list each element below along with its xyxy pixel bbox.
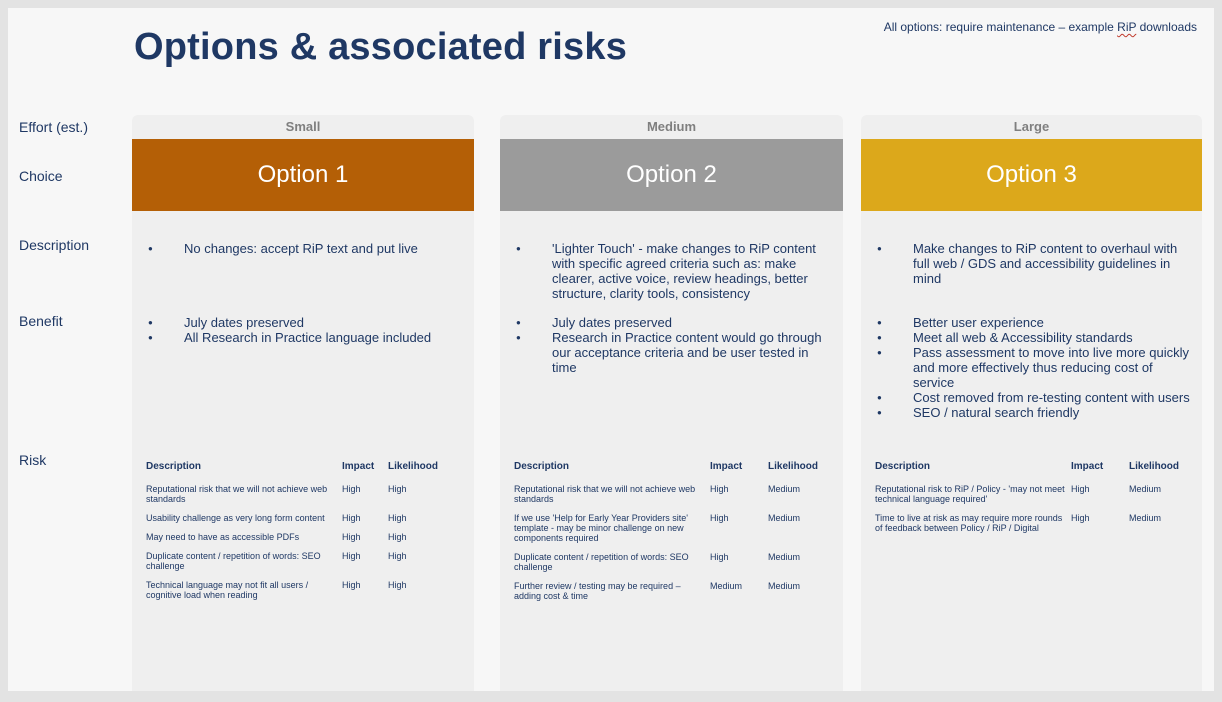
risk-header-description: Description [146,461,202,472]
row-label-benefit: Benefit [19,313,63,329]
row-label-choice: Choice [19,168,63,184]
risk-likelihood: High [388,513,407,523]
effort-label: Medium [646,119,697,134]
risk-table [146,462,452,609]
option-column-1 [132,115,474,691]
risk-likelihood: Medium [768,581,801,591]
risk-description: Further review / testing may be required – adding cost & time [514,581,681,601]
risk-description: Technical language may not fit all users / cognitive load when reading [146,580,309,600]
risk-impact: High [1071,484,1090,494]
risk-row [146,532,452,551]
risk-impact: High [710,552,729,562]
risk-impact: Medium [710,581,743,591]
risk-likelihood: Medium [768,552,801,562]
benefit-item: ● Pass assessment to move into live more quickly and more effectively thus reducing cost of service [913,345,1192,390]
risk-row [514,513,828,552]
option-banner: Option 2 [500,139,843,211]
effort-label: Large [1013,119,1050,134]
benefit-item: ● Research in Practice content would go through our acceptance criteria and be user tested in time [552,330,833,375]
risk-row [514,581,828,610]
risk-impact: High [342,580,361,590]
risk-header-likelihood: Likelihood [1129,461,1179,472]
benefit-item: ● July dates preserved [184,315,464,330]
risk-description: Duplicate content / repetition of words: SEO challenge [146,551,321,571]
risk-impact: High [342,513,361,523]
description-item: ● No changes: accept RiP text and put live [184,241,464,256]
risk-header-likelihood: Likelihood [768,461,818,472]
description-item: ● Make changes to RiP content to overhaul with full web / GDS and accessibility guidelines in mind [913,241,1192,286]
risk-description: Reputational risk that we will not achieve web standards [146,484,328,504]
risk-impact: High [342,551,361,561]
row-label-effort: Effort (est.) [19,119,88,135]
risk-row [514,552,828,581]
benefit-item: ● Cost removed from re-testing content with users [913,390,1192,405]
risk-table [514,462,828,610]
risk-header-likelihood: Likelihood [388,461,438,472]
risk-description: Time to live at risk as may require more rounds of feedback between Policy / RiP / Digital [875,513,1063,533]
risk-header-row [514,462,828,484]
risk-row [514,484,828,513]
risk-description: May need to have as accessible PDFs [146,532,300,542]
risk-row [146,484,452,513]
effort-label: Small [285,119,321,134]
risk-likelihood: Medium [768,484,801,494]
risk-impact: High [342,484,361,494]
risk-description: Reputational risk that we will not achieve web standards [514,484,696,504]
risk-likelihood: Medium [768,513,801,523]
benefit-item: ● July dates preserved [552,315,833,330]
risk-header-description: Description [514,461,570,472]
risk-row [875,513,1189,542]
risk-likelihood: High [388,551,407,561]
risk-description: If we use 'Help for Early Year Providers site' template - may be minor challenge on new components required [514,513,689,543]
risk-likelihood: High [388,532,407,542]
risk-likelihood: Medium [1129,484,1162,494]
risk-header-impact: Impact [342,461,375,472]
risk-likelihood: High [388,484,407,494]
risk-row [146,580,452,609]
benefit-list [861,315,1202,420]
benefit-item: ● All Research in Practice language included [184,330,464,345]
risk-header-impact: Impact [710,461,743,472]
description-list [500,241,843,301]
description-list [861,241,1202,286]
risk-impact: High [342,532,361,542]
benefit-list [500,315,843,375]
description-item: ● 'Lighter Touch' - make changes to RiP content with specific agreed criteria such as: make clearer, active voice, review headings, better structure, clarity tools, consistency [552,241,833,301]
page-title: Options & associated risks [134,26,628,68]
option-banner: Option 3 [861,139,1202,211]
benefit-list [132,315,474,345]
option-column-3 [861,115,1202,691]
risk-impact: High [1071,513,1090,523]
risk-row [146,513,452,532]
risk-impact: High [710,513,729,523]
risk-header-impact: Impact [1071,461,1104,472]
risk-description: Duplicate content / repetition of words: SEO challenge [514,552,689,572]
risk-description: Reputational risk to RiP / Policy - 'may not meet technical language required' [875,484,1065,504]
description-list [132,241,474,256]
slide [8,8,1214,691]
note-rip-word: RiP [1117,20,1137,34]
risk-header-row [875,462,1189,484]
risk-row [875,484,1189,513]
risk-likelihood: Medium [1129,513,1162,523]
note-text-after: downloads [1136,20,1197,34]
option-column-2 [500,115,843,691]
row-label-description: Description [19,237,90,253]
option-banner: Option 1 [132,139,474,211]
risk-row [146,551,452,580]
risk-header-row [146,462,452,484]
row-label-risk: Risk [19,452,47,468]
risk-description: Usability challenge as very long form content [146,513,325,523]
maintenance-note [884,20,1197,34]
benefit-item: ● Meet all web & Accessibility standards [913,330,1192,345]
risk-impact: High [710,484,729,494]
risk-header-description: Description [875,461,931,472]
risk-likelihood: High [388,580,407,590]
note-text-before: All options: require maintenance – example [883,20,1118,34]
benefit-item: ● SEO / natural search friendly [913,405,1192,420]
risk-table [875,462,1189,542]
benefit-item: ● Better user experience [913,315,1192,330]
